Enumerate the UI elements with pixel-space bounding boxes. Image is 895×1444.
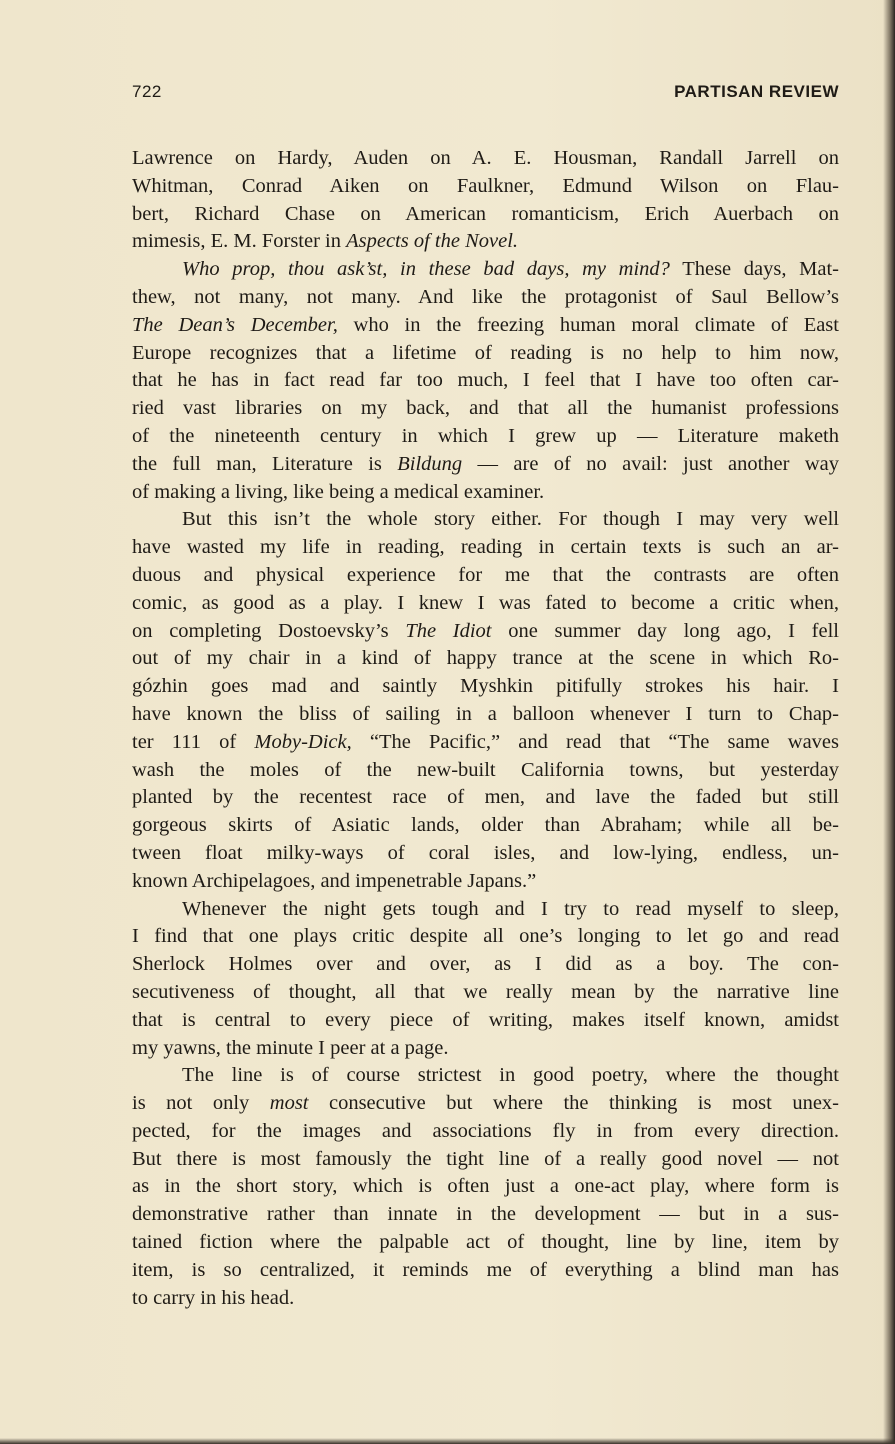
text-line [132,1118,839,1146]
page-number: 722 [132,82,162,101]
line-text: on completing Dostoevsky’s [132,619,406,642]
line-text: my yawns, the minute I peer at a page. [132,1036,449,1059]
line-text: — are of no avail: just another way [462,452,839,475]
line-text: duous and physical experience for me that the contrasts are often [132,563,839,586]
line-text: wash the moles of the new-built California towns, but yesterday [132,758,839,781]
text-line [132,395,839,423]
text-line [132,840,839,868]
text-line [132,534,839,562]
text-line [132,1201,839,1229]
line-text: planted by the recentest race of men, and lave the faded but still [132,786,839,809]
line-text: gorgeous skirts of Asiatic lands, older than Abraham; while all be- [132,814,839,837]
line-text: have wasted my life in reading, reading in certain texts is such an ar- [132,536,839,559]
line-text: “The Pacific,” and read that “The same waves [351,730,839,753]
text-line [132,896,839,924]
text-line [132,1062,839,1090]
text-line [132,1090,839,1118]
line-text: have known the bliss of sailing in a balloon whenever I turn to Chap- [132,702,839,725]
text-line [132,1229,839,1257]
line-text: of the nineteenth century in which I grew up — Literature maketh [132,424,839,447]
line-text: Whitman, Conrad Aiken on Faulkner, Edmund Wilson on Flau- [132,174,839,197]
text-line [132,618,839,646]
text-line [132,256,839,284]
text-line [132,784,839,812]
text-line [132,201,839,229]
line-text: thew, not many, not many. And like the protagonist of Saul Bellow’s [132,285,839,308]
text-line [132,1285,839,1313]
italic-text: Moby-Dick, [254,730,352,753]
line-text: But this isn’t the whole story either. For though I may very well [182,508,839,531]
line-text: secutiveness of thought, all that we really mean by the narrative line [132,980,839,1003]
text-line [132,562,839,590]
text-line [132,1257,839,1285]
line-text: These days, Mat- [669,258,839,281]
page-edge-shadow [883,0,895,1444]
line-text: that he has in fact read far too much, I feel that I have too often car- [132,369,839,392]
text-line [132,228,839,256]
text-line [132,1035,839,1063]
line-text: known Archipelagoes, and impenetrable Japans.” [132,869,537,892]
text-line [132,173,839,201]
text-line [132,673,839,701]
line-text: ried vast libraries on my back, and that all the humanist professions [132,397,839,420]
text-line [132,812,839,840]
text-line [132,340,839,368]
text-line [132,506,839,534]
italic-text: The Dean’s December, [132,313,338,336]
page-bottom-shadow [0,1438,895,1444]
line-text: comic, as good as a play. I knew I was fated to become a critic when, [132,591,839,614]
text-line [132,367,839,395]
line-text: who in the freezing human moral climate of East [337,313,839,336]
line-text: tained fiction where the palpable act of thought, line by line, item by [132,1231,839,1254]
text-line [132,284,839,312]
line-text: pected, for the images and associations fly in from every direction. [132,1119,839,1142]
text-line [132,979,839,1007]
italic-text: most [269,1092,309,1115]
text-line [132,1173,839,1201]
line-text: one summer day long ago, I fell [491,619,840,642]
text-line [132,145,839,173]
text-line [132,451,839,479]
text-line [132,645,839,673]
body-text [132,145,839,1312]
italic-text: Aspects of the Novel. [346,230,519,253]
line-text: of making a living, like being a medical examiner. [132,480,545,503]
text-line [132,868,839,896]
line-text: item, is so centralized, it reminds me of everything a blind man has [132,1258,839,1281]
text-line [132,1007,839,1035]
text-line [132,923,839,951]
text-line [132,312,839,340]
line-text: the full man, Literature is [132,452,398,475]
line-text: Sherlock Holmes over and over, as I did as a boy. The con- [132,953,839,976]
italic-text: The Idiot [405,619,492,642]
line-text: consecutive but where the thinking is most unex- [308,1092,839,1115]
line-text: mimesis, E. M. Forster in [132,230,347,253]
running-title: PARTISAN REVIEW [674,82,839,101]
line-text: is not only [132,1092,270,1115]
italic-text: Bildung [397,452,463,475]
italic-text: Who prop, thou ask’st, in these bad days, my mind? [182,258,670,281]
line-text: Whenever the night gets tough and I try to read myself to sleep, [182,897,839,920]
text-line [132,423,839,451]
text-line [132,951,839,979]
line-text: But there is most famously the tight line of a really good novel — not [132,1147,839,1170]
page-header [132,82,839,110]
text-line [132,1146,839,1174]
text-line [132,729,839,757]
line-text: The line is of course strictest in good poetry, where the thought [182,1064,839,1087]
line-text: I find that one plays critic despite all one’s longing to let go and read [132,925,839,948]
line-text: bert, Richard Chase on American romanticism, Erich Auerbach on [132,202,839,225]
line-text: demonstrative rather than innate in the development — but in a sus- [132,1203,839,1226]
line-text: Lawrence on Hardy, Auden on A. E. Housman, Randall Jarrell on [132,147,839,169]
line-text: to carry in his head. [132,1286,295,1309]
text-line [132,757,839,785]
line-text: gózhin goes mad and saintly Myshkin pitifully strokes his hair. I [132,675,839,698]
line-text: ter 111 of [132,730,255,753]
line-text: tween float milky-ways of coral isles, and low-lying, endless, un- [132,841,839,864]
line-text: as in the short story, which is often just a one-act play, where form is [132,1175,839,1198]
line-text: out of my chair in a kind of happy trance at the scene in which Ro- [132,647,839,670]
line-text: that is central to every piece of writing, makes itself known, amidst [132,1008,839,1031]
text-line [132,701,839,729]
text-line [132,479,839,507]
text-line [132,590,839,618]
line-text: Europe recognizes that a lifetime of reading is no help to him now, [132,341,839,364]
